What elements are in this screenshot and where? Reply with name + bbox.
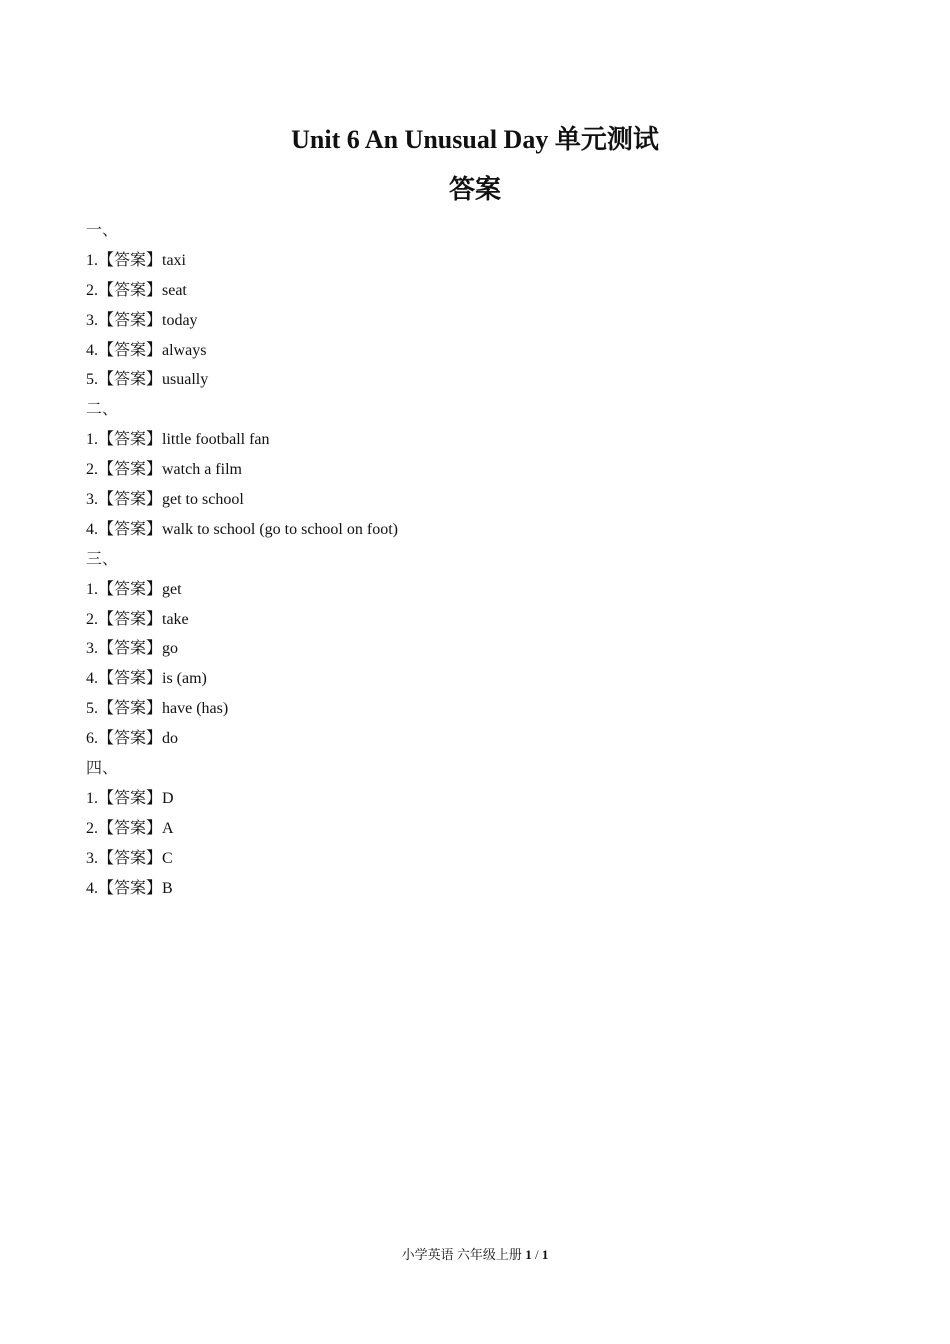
answer-list — [86, 216, 398, 903]
footer-label: 小学英语 六年级上册 — [401, 1247, 522, 1262]
section-heading: 四、 — [86, 760, 119, 778]
answer-item: 4.【答案】is (am) — [86, 670, 207, 688]
answer-item: 2.【答案】A — [86, 819, 174, 837]
section-heading: 二、 — [86, 401, 119, 419]
answer-item: 4.【答案】always — [86, 341, 207, 359]
answer-item: 2.【答案】take — [86, 610, 189, 628]
page-footer — [0, 1246, 950, 1264]
answer-item: 2.【答案】watch a film — [86, 461, 242, 479]
answer-item: 3.【答案】get to school — [86, 491, 244, 509]
answer-item: 1.【答案】little football fan — [86, 431, 270, 449]
answer-item: 1.【答案】D — [86, 789, 174, 807]
answer-item: 4.【答案】walk to school (go to school on foot) — [86, 520, 398, 538]
document-subtitle: 答案 — [448, 175, 501, 204]
page-number-total: 1 — [541, 1247, 549, 1262]
answer-item: 3.【答案】C — [86, 849, 173, 867]
answer-item: 5.【答案】usually — [86, 371, 209, 389]
answer-item: 3.【答案】go — [86, 640, 179, 658]
answer-item: 4.【答案】B — [86, 879, 173, 897]
section-heading: 一、 — [86, 222, 119, 239]
section-heading: 三、 — [86, 550, 119, 568]
answer-item: 3.【答案】today — [86, 311, 198, 329]
page-number-separator: / — [534, 1247, 539, 1262]
answer-item: 2.【答案】seat — [86, 281, 187, 299]
page-number-current: 1 — [525, 1247, 532, 1262]
answer-item: 5.【答案】have (has) — [86, 700, 229, 718]
answer-item: 6.【答案】do — [86, 730, 179, 748]
answer-item: 1.【答案】get — [86, 580, 182, 598]
answer-item: 1.【答案】taxi — [86, 251, 186, 269]
document-title: Unit 6 An Unusual Day 单元测试 — [291, 125, 659, 154]
